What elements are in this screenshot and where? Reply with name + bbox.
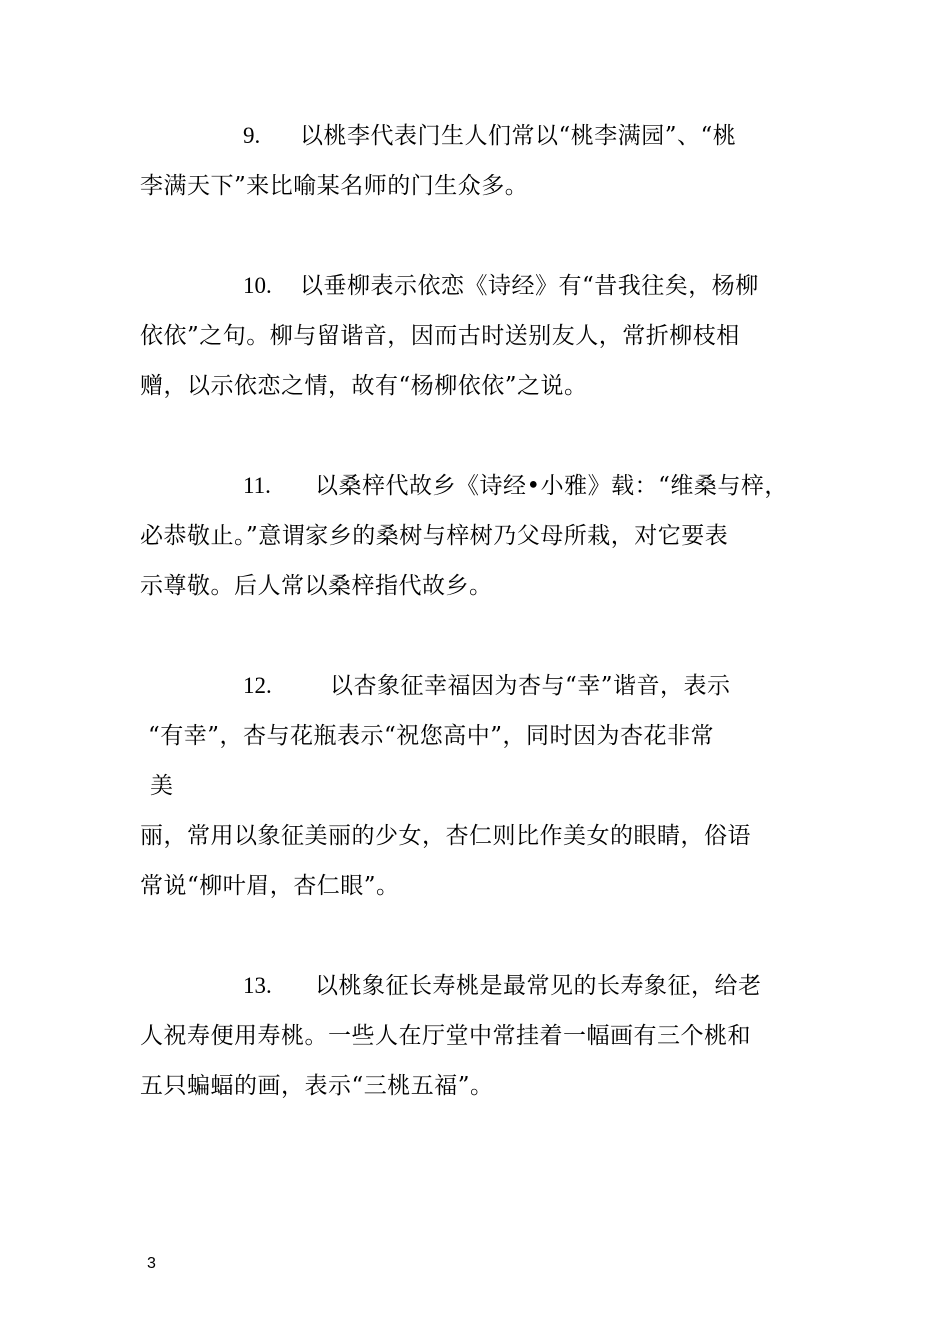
paragraph-line: 示尊敬。后人常以桑梓指代故乡。	[140, 573, 493, 599]
item-number: 9.	[243, 123, 261, 148]
paragraph-line: 美	[150, 773, 174, 799]
paragraph-line: 依依”之句。柳与留谐音，因而古时送别友人，常折柳枝相	[140, 323, 740, 349]
paragraph-line: 常说“柳叶眉，杏仁眼”。	[140, 873, 400, 899]
paragraph-line: 丽，常用以象征美丽的少女，杏仁则比作美女的眼睛，俗语	[140, 823, 751, 849]
paragraph-line: 以桑梓代故乡《诗经•小雅》载：“维桑与梓，	[315, 473, 788, 499]
item-number: 11.	[243, 473, 271, 498]
item-number: 13.	[243, 973, 272, 998]
paragraph-line: 五只蝙蝠的画，表示“三桃五福”。	[140, 1073, 494, 1099]
paragraph-line: 以桃象征长寿桃是最常见的长寿象征，给老	[315, 973, 762, 999]
paragraph-line: 以垂柳表示依恋《诗经》有“昔我往矣，杨柳	[300, 273, 759, 299]
paragraph-line: 以杏象征幸福因为杏与“幸”谐音，表示	[330, 673, 731, 699]
page-number: 3	[147, 1255, 156, 1272]
paragraph-line: 李满天下”来比喻某名师的门生众多。	[140, 173, 529, 199]
item-number: 12.	[243, 673, 272, 698]
paragraph-line: 以桃李代表门生人们常以“桃李满园”、“桃	[300, 123, 737, 149]
paragraph-line: 赠，以示依恋之情，故有“杨柳依依”之说。	[140, 373, 588, 399]
paragraph-line: 必恭敬止。”意谓家乡的桑树与梓树乃父母所栽，对它要表	[140, 523, 729, 549]
paragraph-line: 人祝寿便用寿桃。一些人在厅堂中常挂着一幅画有三个桃和	[140, 1023, 751, 1049]
item-number: 10.	[243, 273, 272, 298]
paragraph-line: “有幸”，杏与花瓶表示“祝您高中”，同时因为杏花非常	[148, 723, 715, 749]
